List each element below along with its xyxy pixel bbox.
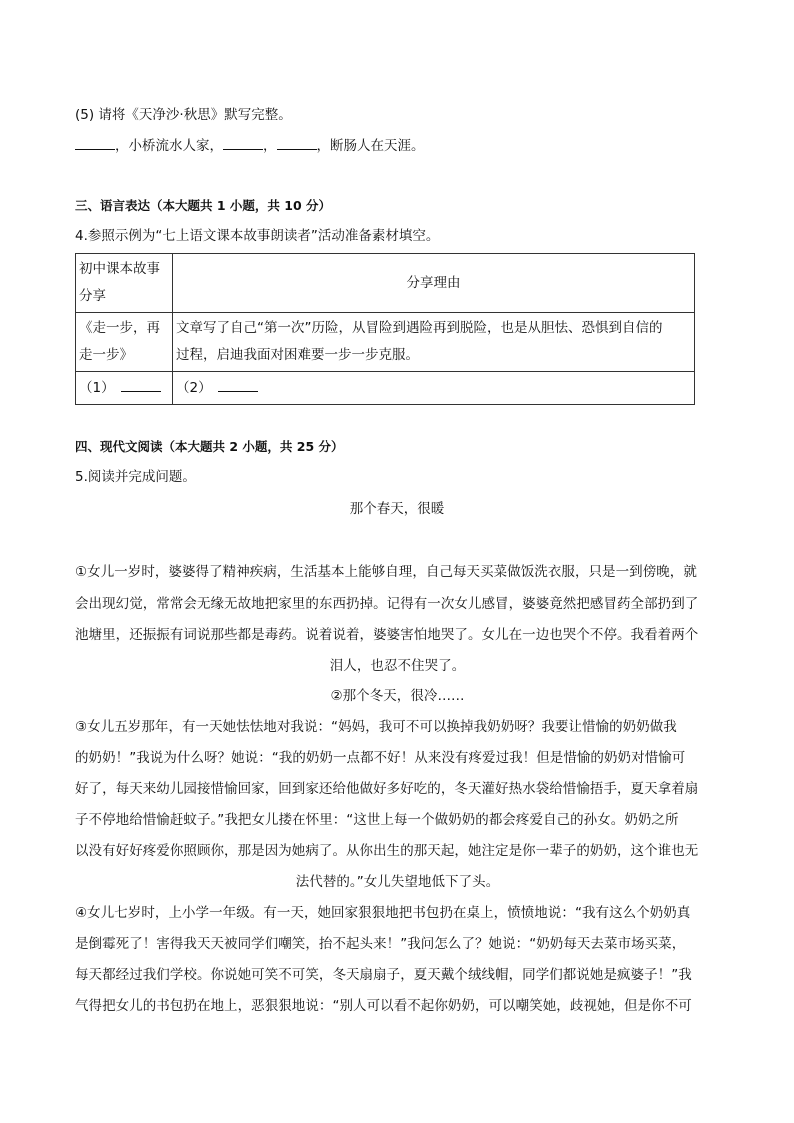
table-row: [76, 254, 695, 313]
q5-text-1: ，小桥流水人家，: [115, 138, 223, 154]
article-line: 法代替的。”女儿失望地低下了头。: [295, 874, 500, 890]
q4-prompt: 4.参照示例为“七上语文课本故事朗读者”活动准备素材填空。: [75, 228, 440, 244]
article-line: ②那个冬天，很冷……: [330, 688, 465, 704]
article-line: 每天都经过我们学校。你说她可笑不可笑，冬天扇扇子，夏天戴个绒线帽，同学们都说她是疯婆子！”我: [75, 967, 692, 983]
article-line: 好了，每天来幼儿园接惜愉回家，回到家还给他做好多好吃的，冬天灌好热水袋给惜愉捂手，夏天拿着扇: [75, 781, 699, 797]
table-header-cell: 分享理由: [173, 254, 695, 313]
table-cell: （1）: [76, 372, 173, 405]
article-line: 是倒霉死了！害得我天天被同学们嘲笑，抬不起头来！”我问怎么了？她说：“奶奶每天去菜市场买菜，: [75, 936, 686, 952]
article-line: 池塘里，还振振有词说那些都是毒药。说着说着，婆婆害怕地哭了。女儿在一边也哭个不停。我看着两个: [75, 627, 699, 643]
share-table: [75, 253, 695, 405]
answer-blank[interactable]: [75, 135, 115, 150]
section3-title: 三、语言表达（本大题共 1 小题，共 10 分）: [75, 198, 332, 213]
article-line: 以没有好好疼爱你照顾你，那是因为她病了。从你出生的那天起，她注定是你一辈子的奶奶，这个谁也无: [75, 843, 699, 859]
article-line: 的奶奶！”我说为什么呀？她说：“我的奶奶一点都不好！从来没有疼爱过我！但是惜愉的奶奶对惜愉可: [75, 750, 686, 766]
answer-blank[interactable]: [223, 135, 263, 150]
q5-text-3: ，断肠人在天涯。: [316, 138, 425, 154]
article-line: 气得把女儿的书包扔在地上，恶狠狠地说：“别人可以看不起你奶奶，可以嘲笑她，歧视她，但是你不可: [75, 998, 692, 1014]
answer-blank[interactable]: [277, 135, 317, 150]
answer-blank[interactable]: [121, 377, 161, 392]
article-line: 会出现幻觉，常常会无缘无故地把家里的东西扔掉。记得有一次女儿感冒，婆婆竟然把感冒药全部扔到了: [75, 596, 699, 612]
article-line: ④女儿七岁时，上小学一年级。有一天，她回家狠狠地把书包扔在桌上，愤愤地说：“我有这么个奶奶真: [75, 905, 691, 921]
article-line: ①女儿一岁时，婆婆得了精神疾病，生活基本上能够自理，自己每天买菜做饭洗衣服，只是一到傍晚，就: [75, 564, 697, 580]
q5-reading-prompt: 5.阅读并完成问题。: [75, 469, 196, 485]
table-cell: 文章写了自己“第一次”历险，从冒险到遇险再到脱险，也是从胆怯、恐惧到自信的 过程，启迪我面对困难要一步一步克服。: [173, 313, 695, 372]
article-line: 子不停地给惜愉赶蚊子。”我把女儿搂在怀里：“这世上每一个做奶奶的都会疼爱自己的孙女。奶奶之所: [75, 812, 679, 828]
article-title: 那个春天，很暖: [349, 501, 445, 517]
section4-title: 四、现代文阅读（本大题共 2 小题，共 25 分）: [75, 439, 344, 454]
answer-blank[interactable]: [218, 377, 258, 392]
table-row: [76, 372, 695, 405]
article-line: ③女儿五岁那年，有一天她怯怯地对我说：“妈妈，我可不可以换掉我奶奶呀？我要让惜愉的奶奶做我: [75, 719, 677, 735]
q5-fill-line: [75, 135, 425, 155]
table-cell: 《走一步，再 走一步》: [76, 313, 173, 372]
q5-text-2: ，: [263, 138, 277, 154]
table-cell: （2）: [173, 372, 695, 405]
table-row: [76, 313, 695, 372]
q5-prompt: (5) 请将《天净沙·秋思》默写完整。: [75, 107, 292, 123]
article-line: 泪人，也忍不住哭了。: [329, 658, 466, 674]
table-header-cell: 初中课本故事 分享: [76, 254, 173, 313]
